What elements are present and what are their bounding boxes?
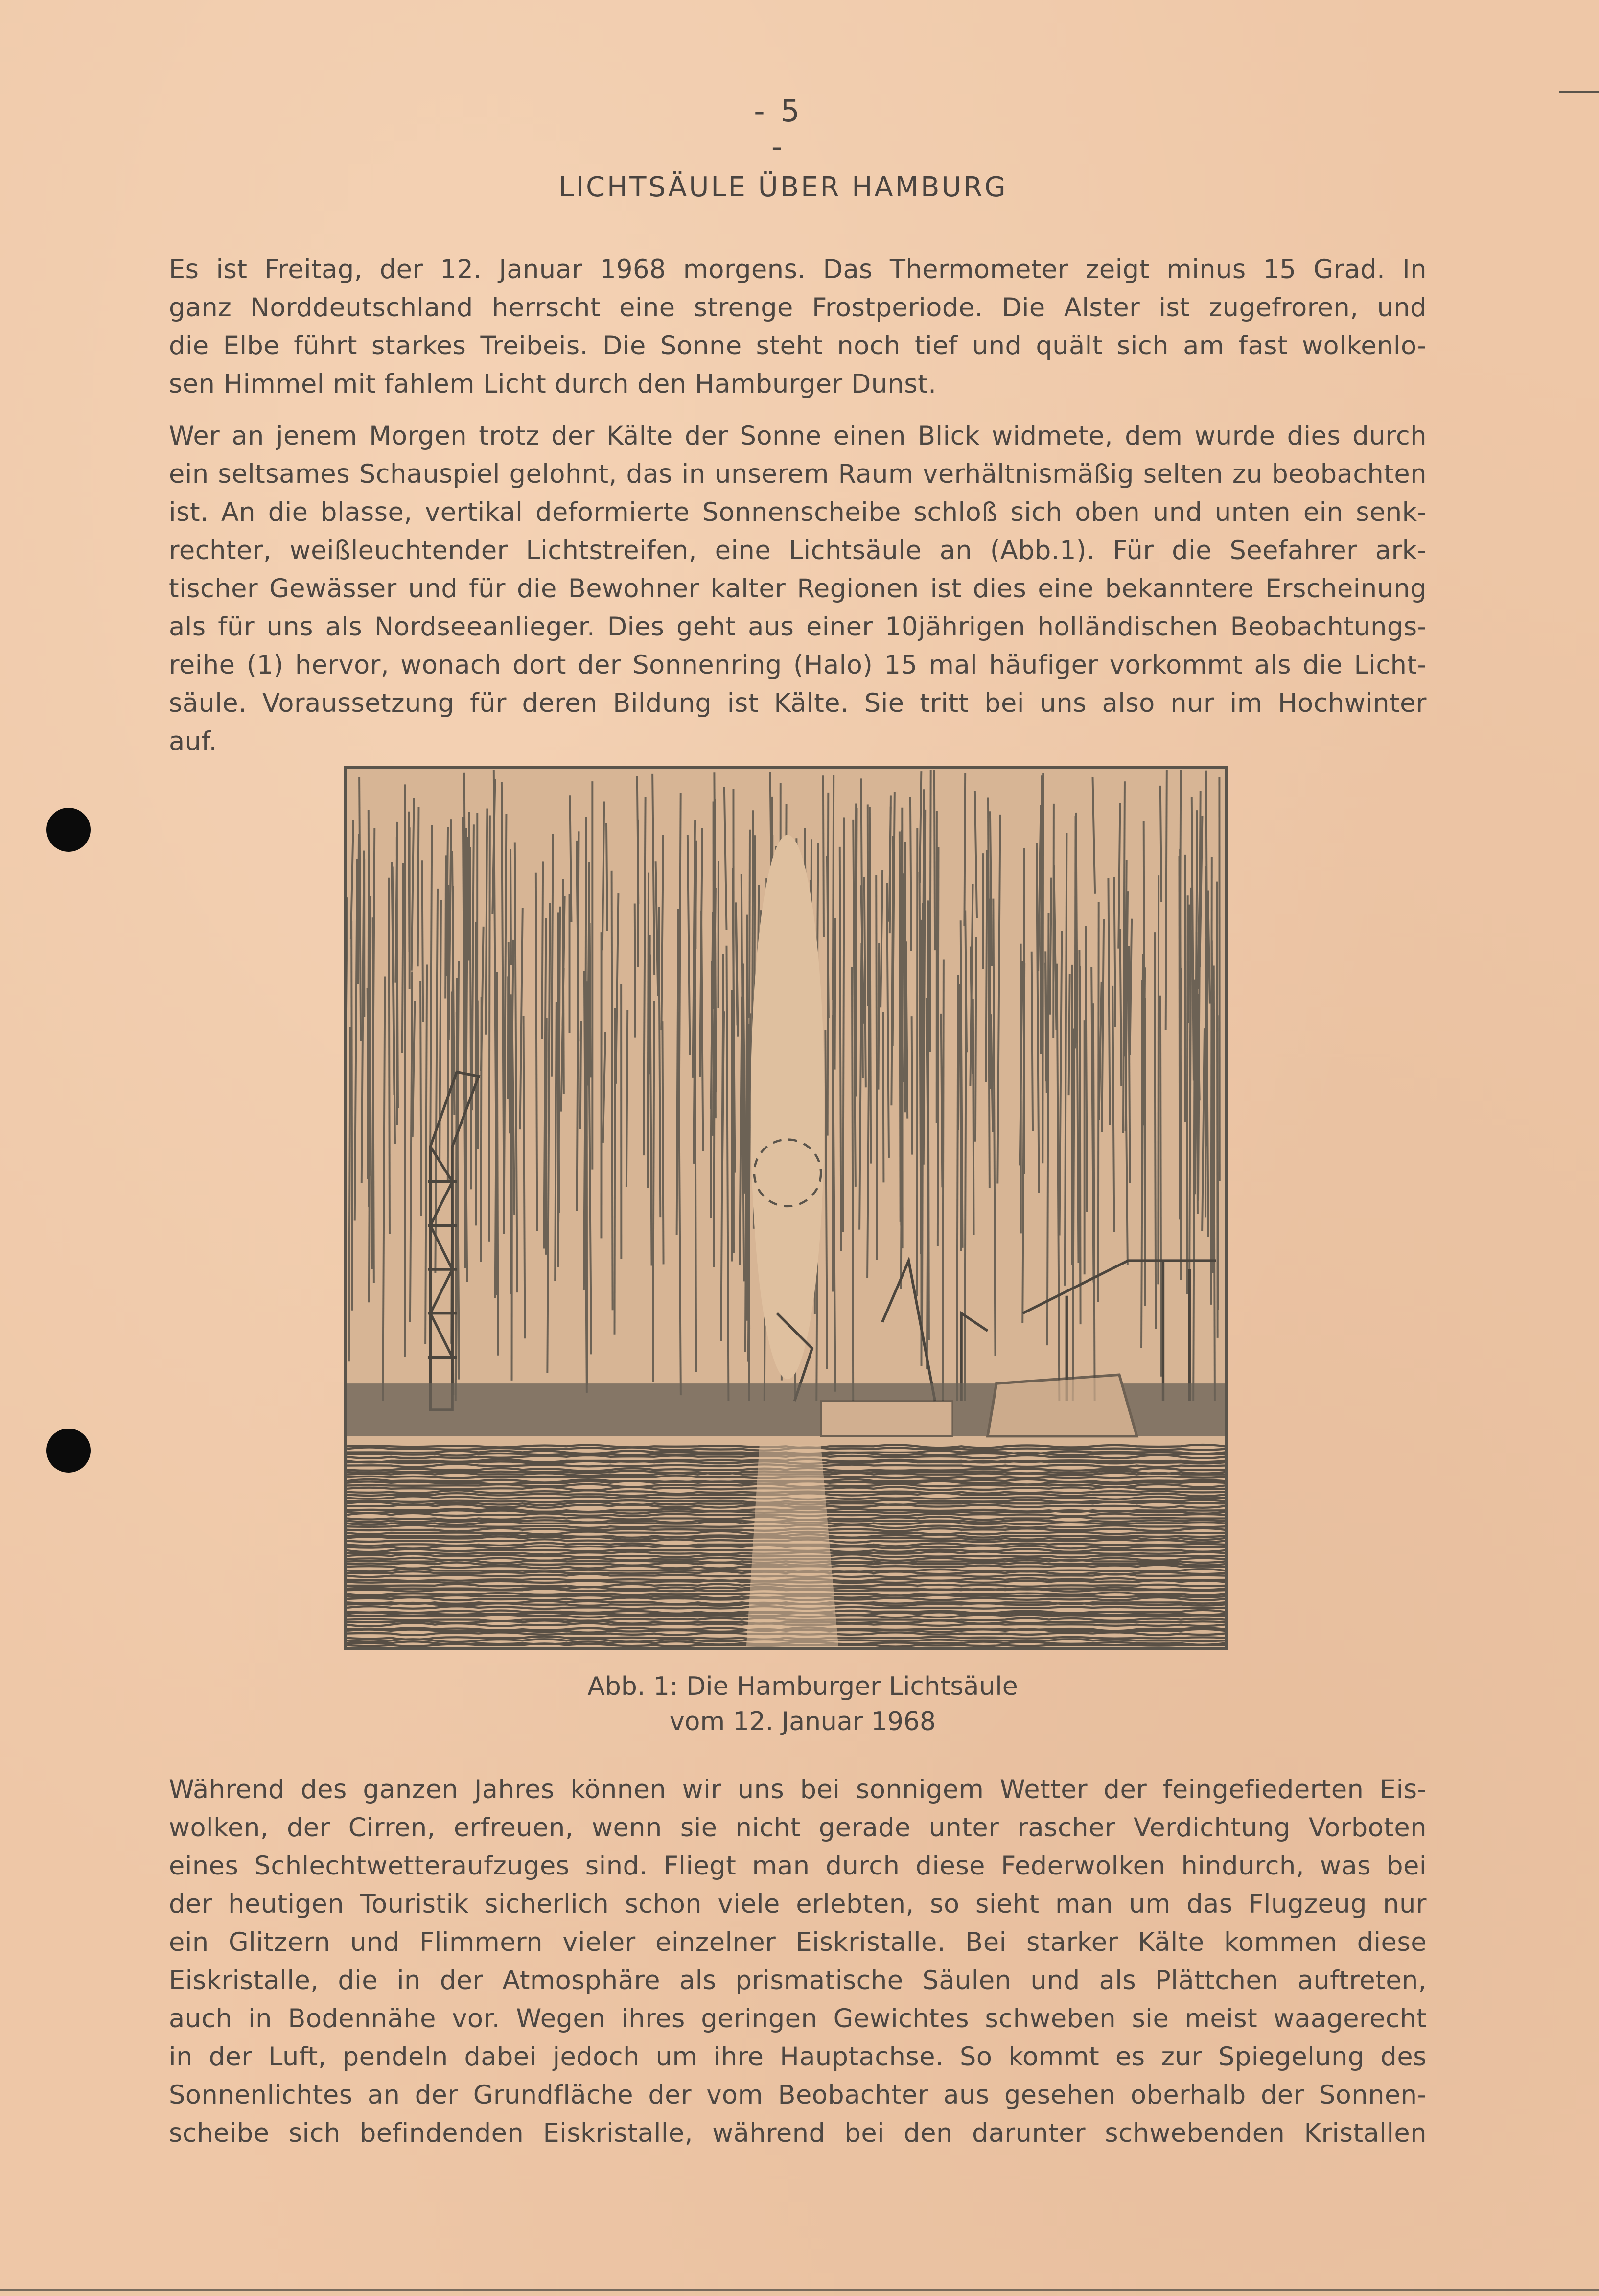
hatch-stroke xyxy=(1065,833,1067,1286)
paragraph-2 xyxy=(169,417,1427,761)
text-line: Während des ganzen Jahres können wir uns bei sonnigem Wetter der feingefiederten Eis- xyxy=(169,1775,1427,1804)
hatch-stroke xyxy=(1158,875,1159,1284)
hatch-stroke xyxy=(1045,963,1046,1081)
hatch-stroke xyxy=(988,797,990,1188)
hatch-stroke xyxy=(1079,950,1080,1287)
hatch-stroke xyxy=(938,847,939,1246)
hatch-stroke xyxy=(941,1014,943,1187)
hatch-stroke xyxy=(422,860,423,1022)
text-line: ist. An die blasse, vertikal deformierte Sonnenscheibe schloß sich oben und unten ein senk- xyxy=(169,497,1427,527)
hatch-stroke xyxy=(742,874,744,1281)
hatch-stroke xyxy=(1217,1015,1218,1310)
text-line: wolken, der Cirren, erfreuen, wenn sie nicht gerade unter rascher Verdichtung Vorboten xyxy=(169,1813,1427,1843)
pier-building xyxy=(821,1401,952,1436)
hatch-stroke xyxy=(733,789,734,1253)
hatch-stroke xyxy=(934,770,935,950)
hatch-stroke xyxy=(524,1016,525,1338)
hatch-stroke xyxy=(389,878,390,1234)
figure-caption: Abb. 1: Die Hamburger Lichtsäule xyxy=(587,1672,1018,1701)
hatch-stroke xyxy=(661,835,663,1030)
hatch-stroke xyxy=(515,843,517,1293)
hatch-stroke xyxy=(1050,878,1051,1015)
hatch-stroke xyxy=(1155,932,1156,1329)
hatch-stroke xyxy=(410,972,412,1322)
hatch-stroke xyxy=(552,834,553,1077)
scan-edge-mark xyxy=(1559,91,1599,93)
hatch-stroke xyxy=(659,907,660,1217)
hatch-stroke xyxy=(1086,926,1087,1212)
page-title: LICHTSÄULE ÜBER HAMBURG xyxy=(558,171,1008,203)
hatch-stroke xyxy=(1192,797,1194,1080)
hatch-stroke xyxy=(1069,974,1070,1095)
hatch-stroke xyxy=(859,943,861,1230)
hatch-stroke xyxy=(973,999,974,1235)
hatch-stroke xyxy=(864,877,866,1087)
hatch-stroke xyxy=(1112,986,1114,1232)
hatch-stroke xyxy=(922,903,923,1333)
text-line: in der Luft, pendeln dabei jedoch um ihre Hauptachse. So kommt es zur Spiegelung des xyxy=(169,2042,1427,2072)
hatch-stroke xyxy=(656,861,658,996)
hatch-stroke xyxy=(358,834,359,984)
hatch-stroke xyxy=(542,861,543,1039)
hatch-stroke xyxy=(855,803,857,1047)
hatch-stroke xyxy=(497,972,498,1356)
hatch-stroke xyxy=(536,873,537,1231)
hatch-stroke xyxy=(418,807,419,966)
hatch-stroke xyxy=(688,835,690,1055)
hatch-stroke xyxy=(1060,931,1062,1235)
hatch-stroke xyxy=(392,862,394,1095)
text-line: eines Schlechtwetteraufzuges sind. Fliegt man durch diese Federwolken hindurch, was bei xyxy=(169,1851,1427,1881)
hatch-stroke xyxy=(1053,804,1054,1038)
hatch-stroke xyxy=(425,964,427,1344)
hatch-stroke xyxy=(546,1018,547,1255)
hatch-stroke xyxy=(1118,803,1120,949)
hatch-stroke xyxy=(975,937,976,1142)
hatch-stroke xyxy=(1047,913,1049,1346)
scan-edge-line xyxy=(0,2289,1599,2291)
hatch-stroke xyxy=(397,960,398,1108)
punch-hole xyxy=(46,1429,91,1473)
hatch-stroke xyxy=(965,987,966,1401)
hatch-stroke xyxy=(701,911,703,1151)
hatch-stroke xyxy=(420,981,421,1216)
hatch-stroke xyxy=(677,909,678,1235)
hatch-stroke xyxy=(1214,965,1215,1401)
punch-hole xyxy=(46,808,91,852)
paragraph-1 xyxy=(169,251,1427,403)
hatch-stroke xyxy=(1160,996,1161,1377)
hatch-stroke xyxy=(470,847,471,1190)
hatch-stroke xyxy=(1166,770,1167,1030)
hatch-stroke xyxy=(833,1015,835,1392)
hatch-stroke xyxy=(563,879,564,1094)
hatch-stroke xyxy=(355,859,357,1220)
hatch-stroke xyxy=(1123,781,1125,1133)
hatch-stroke xyxy=(644,797,646,1155)
hatch-stroke xyxy=(351,921,352,1311)
text-line: die Elbe führt starkes Treibeis. Die Sonne steht noch tief und quält sich am fast wolkenlo- xyxy=(169,331,1427,361)
hatch-stroke xyxy=(616,893,618,1084)
text-line: ein Glitzern und Flimmern vieler einzelner Eiskristalle. Bei starker Kälte kommen diese xyxy=(169,1927,1427,1957)
hatch-stroke xyxy=(504,814,507,1207)
hatch-stroke xyxy=(901,830,902,1225)
hatch-stroke xyxy=(1041,775,1042,1054)
light-pillar xyxy=(751,835,825,1379)
ink-drawing xyxy=(347,769,1225,1647)
hatch-stroke xyxy=(1202,1028,1205,1231)
hatch-stroke xyxy=(828,793,829,1136)
hatch-stroke xyxy=(486,809,487,1035)
hatch-stroke xyxy=(920,771,921,883)
text-line: Sonnenlichtes an der Grundfläche der vom Beobachter aus gesehen oberhalb der Sonnen- xyxy=(169,2080,1427,2110)
hatch-stroke xyxy=(724,787,727,930)
hatch-stroke xyxy=(653,1001,654,1382)
figure-caption-date: vom 12. Januar 1968 xyxy=(669,1707,936,1736)
hatch-stroke xyxy=(520,908,523,1129)
hatch-stroke xyxy=(749,830,750,1018)
hatch-stroke xyxy=(1211,857,1212,1305)
text-line: der heutigen Touristik sicherlich schon viele erlebten, so sieht man um das Flugzeug nur xyxy=(169,1889,1427,1919)
hatch-stroke xyxy=(843,817,844,1232)
text-line: Es ist Freitag, der 12. Januar 1968 morgens. Das Thermometer zeigt minus 15 Grad. In xyxy=(169,255,1427,284)
text-line: sen Himmel mit fahlem Licht durch den Hamburger Dunst. xyxy=(169,369,937,399)
hatch-stroke xyxy=(840,847,841,1251)
hatch-stroke xyxy=(1114,877,1115,1027)
hatch-stroke xyxy=(349,1027,350,1361)
hatch-stroke xyxy=(1120,929,1121,1086)
hatch-stroke xyxy=(650,955,651,1266)
hatch-stroke xyxy=(1102,919,1104,1132)
hatch-stroke xyxy=(626,1010,627,1187)
hatch-stroke xyxy=(679,793,681,1090)
hatch-stroke xyxy=(1179,856,1180,1219)
hatch-stroke xyxy=(1160,786,1161,902)
text-line: ein seltsames Schauspiel gelohnt, das in unserem Raum verhältnismäßig selten zu beobachten xyxy=(169,459,1427,489)
text-line: Eiskristalle, die in der Atmosphäre als prismatische Säulen und als Plättchen auftreten, xyxy=(169,1966,1427,1995)
hatch-stroke xyxy=(359,777,361,1041)
paragraph-3 xyxy=(169,1771,1427,2153)
hatch-stroke xyxy=(585,817,586,1233)
hatch-stroke xyxy=(900,831,901,1221)
text-line: säule. Voraussetzung für deren Bildung ist Kälte. Sie tritt bei uns also nur im Hochwinter xyxy=(169,688,1427,718)
hatch-stroke xyxy=(997,815,1000,1184)
hatch-stroke xyxy=(351,820,353,939)
hatch-stroke xyxy=(986,850,987,1082)
harbour-skyline xyxy=(347,1375,1225,1436)
hatch-stroke xyxy=(603,1032,605,1143)
hatch-stroke xyxy=(891,836,893,1105)
hatch-stroke xyxy=(586,981,587,1385)
hatch-stroke xyxy=(1032,952,1033,1131)
text-line: reihe (1) hervor, wonach dort der Sonnenring (Halo) 15 mal häufiger vorkommt als die Licht- xyxy=(169,650,1427,680)
hatch-stroke xyxy=(823,775,824,937)
text-line: auch in Bodennähe vor. Wegen ihres geringen Gewichtes schweben sie meist waagerecht xyxy=(169,2004,1427,2034)
text-line: auf. xyxy=(169,726,217,756)
page-number: - 5 - xyxy=(754,93,803,164)
hatch-stroke xyxy=(612,871,613,1310)
hatch-stroke xyxy=(1076,813,1078,1263)
text-line: tischer Gewässer und für die Bewohner kalter Regionen ist dies eine bekanntere Erscheinung xyxy=(169,574,1427,604)
hatch-stroke xyxy=(603,802,604,951)
hatch-stroke xyxy=(383,977,385,1401)
hatch-stroke xyxy=(1129,946,1130,1183)
hatch-stroke xyxy=(580,1021,581,1129)
text-line: rechter, weißleuchtender Lichtstreifen, eine Lichtsäule an (Abb.1). Für die Seefahrer ark- xyxy=(169,536,1427,565)
text-line: scheibe sich befindenden Eiskristalle, während bei den darunter schwebenden Kristallen xyxy=(169,2118,1427,2148)
hatch-stroke xyxy=(991,1014,993,1132)
hatch-stroke xyxy=(975,791,977,918)
hatch-stroke xyxy=(1093,777,1095,894)
hatch-stroke xyxy=(1108,878,1110,1125)
ship-hull xyxy=(988,1375,1137,1436)
hatch-stroke xyxy=(957,975,958,1401)
hatch-stroke xyxy=(881,870,882,1008)
hatch-stroke xyxy=(472,824,474,1110)
hatch-stroke xyxy=(1130,919,1132,1055)
hatch-stroke xyxy=(943,960,944,1401)
hatch-stroke xyxy=(993,899,995,1356)
hatch-stroke xyxy=(964,773,965,926)
hatch-stroke xyxy=(606,823,607,931)
hatch-stroke xyxy=(555,1002,556,1281)
hatch-stroke xyxy=(402,863,403,1053)
hatch-stroke xyxy=(726,946,728,1401)
text-line: Wer an jenem Morgen trotz der Kälte der Sonne einen Blick widmete, dem wurde dies durch xyxy=(169,421,1427,451)
text-line: ganz Norddeutschland herrscht eine strenge Frostperiode. Die Alster ist zugefroren, und xyxy=(169,293,1427,323)
hatch-stroke xyxy=(510,849,511,965)
hatch-stroke xyxy=(412,798,414,971)
hatch-stroke xyxy=(547,903,550,1373)
hatch-stroke xyxy=(648,873,649,1188)
text-line: als für uns als Nordseeanlieger. Dies geht aus einer 10jährigen holländischen Beobachtungs- xyxy=(169,612,1427,642)
hatch-stroke xyxy=(652,774,654,975)
hatch-stroke xyxy=(1205,938,1206,1217)
hatch-stroke xyxy=(910,797,911,951)
hatch-stroke xyxy=(445,855,446,998)
hatch-stroke xyxy=(852,967,853,1401)
hatch-stroke xyxy=(1093,1003,1095,1401)
hatch-stroke xyxy=(878,943,879,1089)
hatch-stroke xyxy=(887,883,889,1158)
hatch-stroke xyxy=(711,961,712,1218)
hatch-stroke xyxy=(413,1001,415,1137)
hatch-stroke xyxy=(876,875,877,1260)
hatch-stroke xyxy=(662,1021,663,1264)
figure-lichtsaeule-drawing xyxy=(344,766,1228,1650)
